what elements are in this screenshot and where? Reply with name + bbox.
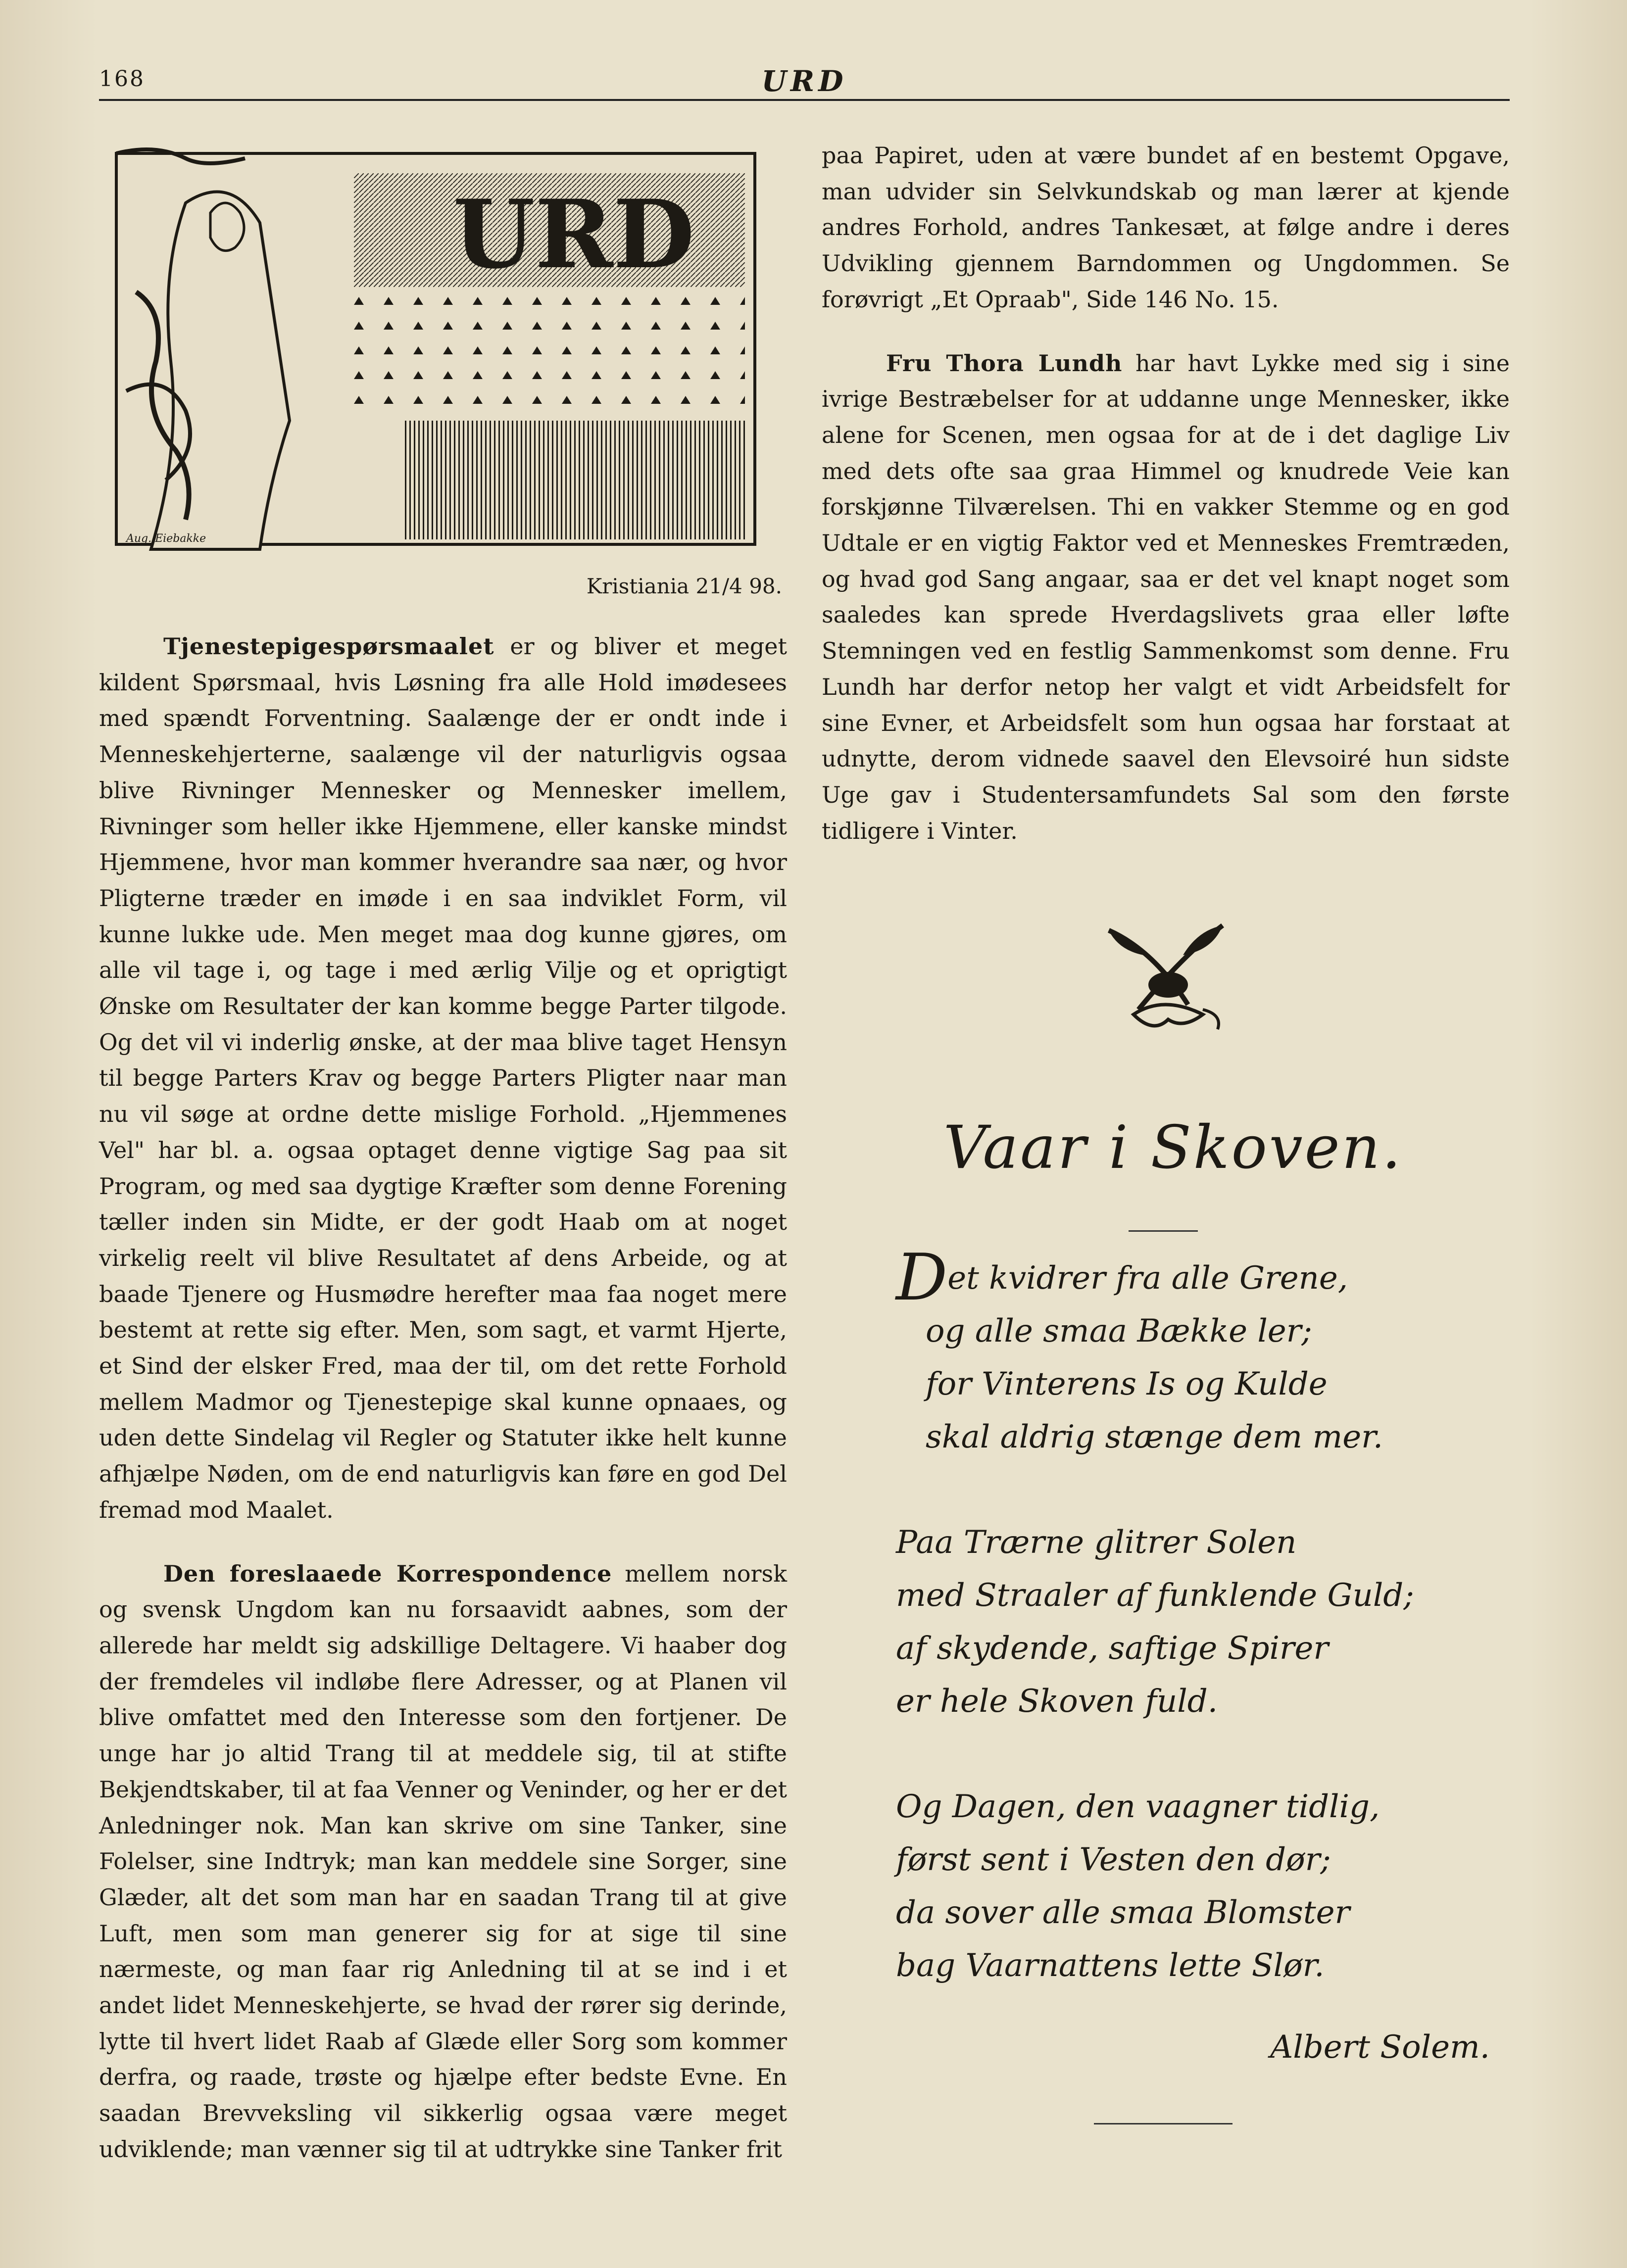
poem-body <box>896 1240 1490 1992</box>
page-number: 168 <box>99 66 145 92</box>
masthead-illustration <box>106 144 765 554</box>
poem-stanza-1 <box>896 1240 1490 1464</box>
poem-line: med Straaler af funklende Guld; <box>896 1577 1414 1614</box>
article-body-tjenestepige: er og bliver et meget kildent Spørsmaal, hvis Løsning fra alle Hold imødesees med spændt Forventning. Saalænge der er ondt inde i Menneskehjerterne, saalænge vil der naturligvis ogsaa blive Rivninger Mennesker og Mennesker imellem, Rivninger som heller ikke Hjemmene, eller kanske mindst Hjemmene, hvor man kommer hverandre saa nær, og hvor Pligterne træder en imøde i en saa indviklet Form, vil kunne lukke ude. Men meget maa dog kunne gjøres, om alle vil tage i, og tage i med ærlig Vilje og et oprigtigt Ønske om Resultater der kan komme begge Parter tilgode. Og det vil vi inderlig ønske, at der maa blive taget Hensyn til begge Parters Krav og begge Parters Pligter naar man nu vil søge at ordne dette mislige Forhold. „Hjemmenes Vel" har bl. a. ogsaa optaget denne vigtige Sag paa sit Program, og med saa dygtige Kræfter som denne Forening tæller inden sin Midte, er der godt Haab om at noget virkelig reelt vil blive Resultatet af dens Arbeide, og at baade Tjenere og Husmødre herefter maa faa noget mere bestemt at rette sig efter. Men, som sagt, et varmt Hjerte, et Sind der elsker Fred, maa der til, om det rette Forhold mellem Madmor og Tjenestepige skal kunne opnaaes, og uden dette Sindelag vil Regler og Statuter ikke helt kunne afhjælpe Nøden, om de end naturligvis kan føre en god Del fremad mod Maalet. <box>99 633 787 1523</box>
artist-signature: Aug. Eiebakke <box>126 532 206 545</box>
drop-cap: D <box>896 1240 948 1315</box>
woodcut-image <box>106 144 765 554</box>
poem-line: for Vinterens Is og Kulde <box>926 1366 1328 1402</box>
article-body-korrespondence: mellem norsk og svensk Ungdom kan nu forsaavidt aabnes, som der allerede har meldt sig adskillige Deltagere. Vi haaber dog der fremdeles vil indløbe flere Adresser, og at Planen vil blive omfattet med den Interesse som den fortjener. De unge har jo altid Trang til at meddele sig, til at stifte Bekjendtskaber, til at faa Venner og Veninder, og her er det Anledninger nok. Man kan skrive om sine Tanker, sine Folelser, sine Indtryk; man kan meddele sine Sorger, sine Glæder, alt det som man har en saadan Trang til at give Luft, men som man generer sig for at sige til sine nærmeste, og man faar rig Anledning til at se ind i et andet lidet Menneskehjerte, se hvad der rører sig derinde, lytte til hvert lidet Raab af Glæde eller Sorg som kommer derfra, og raade, trøste og hjælpe efter bedste Evne. En saadan Brevveksling vil sikkerlig ogsaa være meget udviklende; man vænner sig til at udtrykke sine Tanker frit <box>99 1560 787 2163</box>
article-tjenestepige <box>99 628 787 1528</box>
poem-line: er hele Skoven fuld. <box>896 1683 1218 1720</box>
poem-divider-bottom <box>1094 2123 1233 2124</box>
poem-line: bag Vaarnattens lette Slør. <box>896 1947 1325 1984</box>
poem-author: Albert Solem. <box>1270 2029 1490 2066</box>
poem-divider-top <box>1129 1230 1198 1232</box>
left-column <box>99 628 787 2168</box>
poem-line: da sover alle smaa Blomster <box>896 1894 1350 1931</box>
poem-line: først sent i Vesten den dør; <box>896 1841 1331 1878</box>
poem-line: Og Dagen, den vaagner tidlig, <box>896 1788 1380 1825</box>
article-lundh <box>822 345 1510 849</box>
poem-line: af skydende, saftige Spirer <box>896 1630 1329 1667</box>
article-continuation: paa Papiret, uden at være bundet af en bestemt Opgave, man udvider sin Selvkundskab og man lærer at kjende andres Forhold, andres Tankesæt, at følge andre i deres Udvikling gjennem Barndommen og Ungdommen. Se forøvrigt „Et Opraab", Side 146 No. 15. <box>822 142 1510 313</box>
crossed-quills-icon <box>1089 916 1242 1039</box>
poem-line: Det kvidrer fra alle Grene, <box>896 1240 1348 1315</box>
page-header <box>99 63 1510 103</box>
right-column <box>822 138 1510 849</box>
poem-stanza-2 <box>896 1516 1490 1728</box>
article-lead-korrespondence: Den foreslaaede Korrespondence <box>163 1560 612 1587</box>
header-divider <box>99 99 1510 101</box>
article-korrespondence <box>99 1556 787 2168</box>
poem-stanza-3 <box>896 1781 1490 1992</box>
article-lead-tjenestepige: Tjenestepigespørsmaalet <box>163 633 494 660</box>
journal-title: URD <box>761 64 847 98</box>
poem-line: og alle smaa Bække ler; <box>926 1313 1312 1350</box>
ornament-vignette <box>1089 916 1242 1039</box>
poem-line: Paa Trærne glitrer Solen <box>896 1524 1297 1561</box>
article-body-lundh: har havt Lykke med sig i sine ivrige Bestræbelser for at uddanne unge Mennesker, ikke alene for Scenen, men ogsaa for at de i det daglige Liv med dets ofte saa graa Himmel og knudrede Veie kan forskjønne Tilværelsen. Thi en vakker Stemme og en god Udtale er en vigtig Faktor ved et Menneskes Fremtræden, og hvad god Sang angaar, saa er det vel knapt noget som saaledes kan sprede Hverdagslivets graa eller løfte Stemningen ved en festlig Sammenkomst som denne. Fru Lundh har derfor netop her valgt et vidt Arbeidsfelt for sine Evner, et Arbeidsfelt som hun ogsaa har forstaat at udnytte, derom vidnede saavel den Elevsoiré hun sidste Uge gav i Studentersamfundets Sal som den første tidligere i Vinter. <box>822 349 1510 844</box>
poem-line: skal aldrig stænge dem mer. <box>926 1419 1383 1455</box>
masthead-letters: URD <box>453 179 695 290</box>
poem-title: Vaar i Skoven. <box>943 1113 1403 1182</box>
dateline: Kristiania 21/4 98. <box>586 574 782 598</box>
article-lead-lundh: Fru Thora Lundh <box>886 349 1123 377</box>
